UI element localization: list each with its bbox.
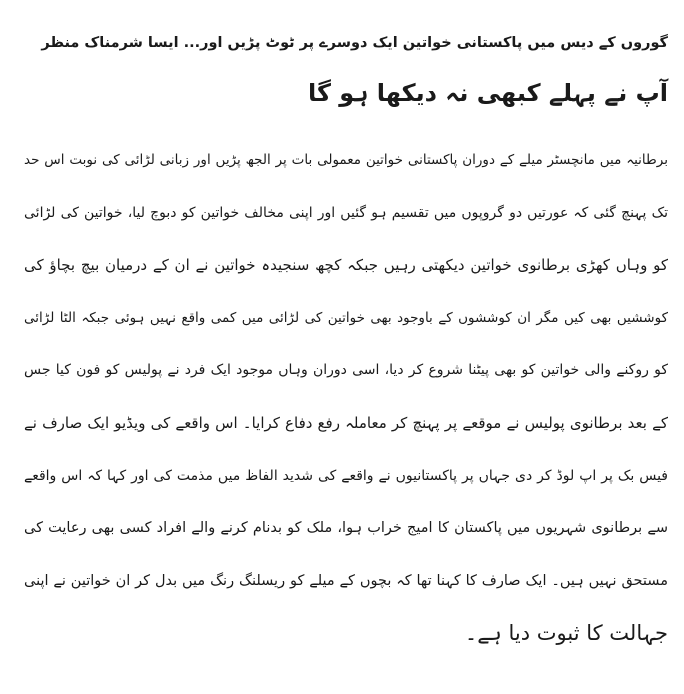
headline-line: گوروں کے دیس میں پاکستانی خواتین ایک دوسرے پر ٹوٹ پڑیں اور... ایسا شرمناک منظر (41, 35, 668, 51)
body-line: سے برطانوی شہریوں میں پاکستان کا امیج خراب ہوا، ملک کو بدنام کرنے والے افراد کسی بھی رعایت کی (24, 520, 668, 537)
body-line: تک پہنچ گئی کہ عورتیں دو گروپوں میں تقسیم ہو گئیں اور اپنی مخالف خواتین کو دبوچ لیا، خواتین کی لڑائی (24, 204, 668, 221)
body-line: فیس بک پر اپ لوڈ کر دی جہاں پر پاکستانیوں نے واقعے کی شدید الفاظ میں مذمت کی اور کہا کہ اس واقعے (24, 467, 668, 484)
body-line: کو روکنے والی خواتین کو بھی پیٹنا شروع کر دیا، اسی دوران وہاں موجود ایک فرد نے پولیس کو فون کیا جس (24, 362, 668, 379)
body-line: کو وہاں کھڑی برطانوی خواتین دیکھتی رہیں جبکہ کچھ سنجیدہ خواتین نے ان کے درمیان بیچ بچاؤ کی (24, 256, 668, 275)
body-line: مستحق نہیں ہیں۔ ایک صارف کا کہنا تھا کہ بچوں کے میلے کو ریسلنگ رنگ میں بدل کر ان خواتین نے اپنی (24, 572, 668, 589)
headline-line: آپ نے پہلے کبھی نہ دیکھا ہو گا (307, 79, 668, 107)
body-line: کے بعد برطانوی پولیس نے موقعے پر پہنچ کر معاملہ رفع دفاع کرایا۔ اس واقعے کی ویڈیو ایک صارف نے (24, 413, 668, 432)
body-line: جہالت کا ثبوت دیا ہے۔ (464, 621, 668, 646)
body-line: کوششیں بھی کیں مگر ان کوششوں کے باوجود بھی خواتین کی لڑائی میں کمی واقع نہیں ہوئی جبکہ الٹا لڑائی (24, 309, 668, 326)
article-body (24, 134, 668, 660)
body-line: برطانیہ میں مانچسٹر میلے کے دوران پاکستانی خواتین معمولی بات پر الجھ پڑیں اور زبانی لڑائی کی نوبت اس حد (24, 152, 668, 168)
article-headline (24, 18, 668, 118)
